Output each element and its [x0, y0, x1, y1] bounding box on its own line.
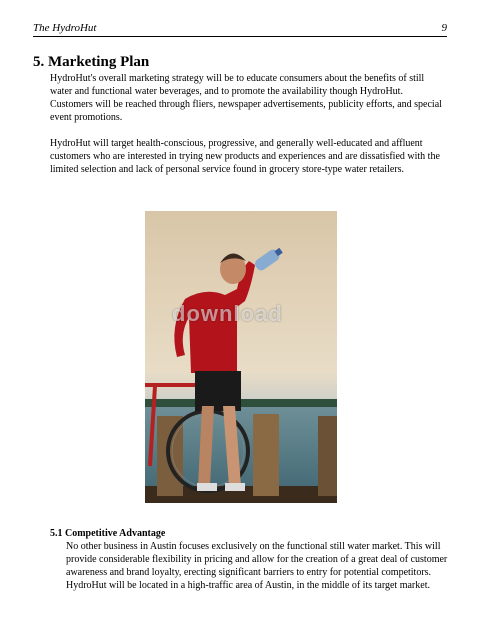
- page-number: 9: [441, 22, 447, 34]
- paragraph-strategy: HydroHut's overall marketing strategy will be to educate consumers about the benefits of still water and functional water beverages, and to promote the availability though HydroHut. Customers will be reached through fliers, newspaper advertisements, publicity efforts, and special event promotions.: [50, 73, 442, 123]
- section-heading: 5. Marketing Plan: [33, 54, 150, 70]
- page-header: [33, 22, 447, 37]
- paragraph-target-customers: HydroHut will target health-conscious, progressive, and generally well-educated and affluent customers who are interested in trying new products and experiences and are dissatisfied with the limited selection and lack of personal service found in grocery store-type water retailers.: [50, 138, 440, 175]
- photo-watermark: download: [172, 301, 283, 326]
- paragraph-competitive-advantage: No other business in Austin focuses exclusively on the functional still water market. This will provide considerable flexibility in pricing and allow for the creation of a great deal of customer awareness and brand loyalty, erecting significant barriers to entry for potential competitors. HydroHut will be located in a high-traffic area of Austin, in the middle of its target market.: [66, 541, 448, 591]
- header-title: The HydroHut: [33, 22, 97, 34]
- subsection-heading: 5.1 Competitive Advantage: [50, 528, 166, 539]
- cyclist-drinking-water-photo: [145, 211, 337, 503]
